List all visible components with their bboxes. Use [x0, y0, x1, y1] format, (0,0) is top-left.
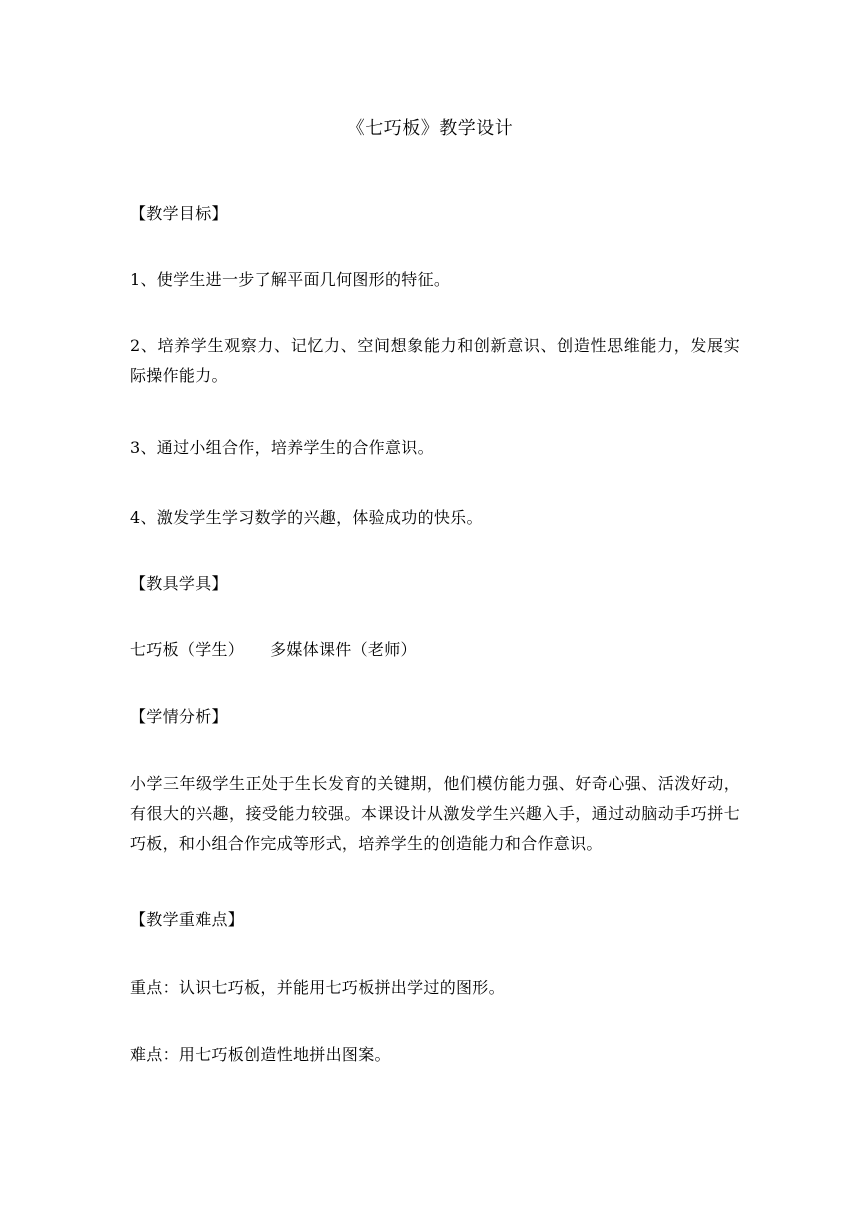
tools-teacher: 多媒体课件（老师）	[270, 640, 417, 659]
section-heading-tools: 【教具学具】	[130, 574, 228, 593]
objective-item-2: 2、培养学生观察力、记忆力、空间想象能力和创新意识、创造性思维能力，发展实际操作能力。	[130, 336, 740, 385]
objective-item-1: 1、使学生进一步了解平面几何图形的特征。	[130, 270, 451, 289]
key-point-text: 重点：认识七巧板，并能用七巧板拼出学过的图形。	[130, 978, 505, 997]
analysis-paragraph: 小学三年级学生正处于生长发育的关键期，他们模仿能力强、好奇心强、活泼好动，有很大的兴趣，接受能力较强。本课设计从激发学生兴趣入手，通过动脑动手巧拼七巧板，和小组合作完成等形式，培养学生的创造能力和合作意识。	[130, 774, 740, 853]
section-heading-keypoints: 【教学重难点】	[130, 910, 245, 929]
objective-item-4: 4、激发学生学习数学的兴趣，体验成功的快乐。	[130, 508, 483, 527]
document-title: 《七巧板》教学设计	[346, 118, 514, 139]
difficulty-text: 难点：用七巧板创造性地拼出图案。	[130, 1045, 391, 1064]
tools-student: 七巧板（学生）	[130, 640, 245, 659]
tools-line	[130, 640, 740, 660]
section-heading-analysis: 【学情分析】	[130, 707, 228, 726]
objective-item-3: 3、通过小组合作，培养学生的合作意识。	[130, 438, 434, 457]
section-heading-objectives: 【教学目标】	[130, 204, 228, 223]
